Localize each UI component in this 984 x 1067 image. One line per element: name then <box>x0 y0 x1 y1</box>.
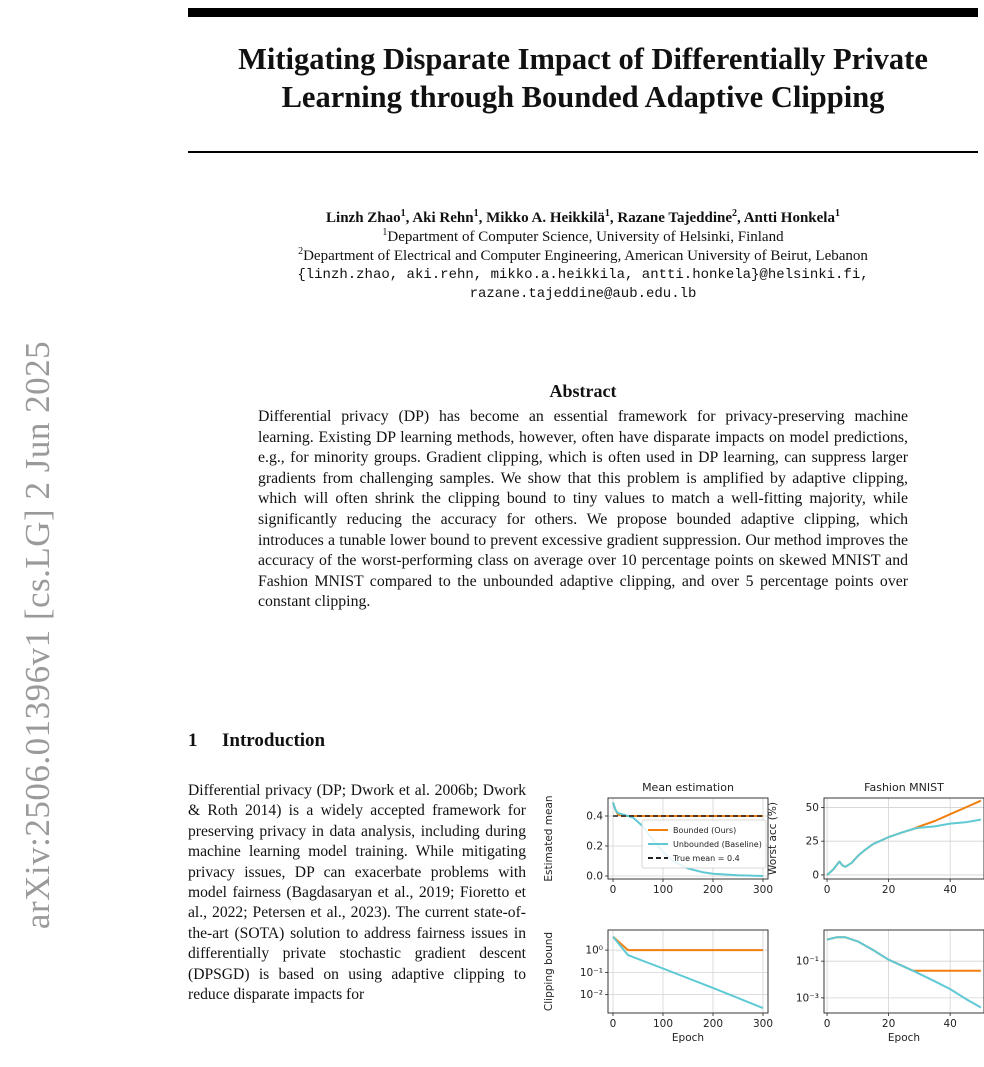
abstract-heading: Abstract <box>549 381 617 401</box>
y-tick-label: 0.0 <box>586 870 603 883</box>
section-title: Introduction <box>222 730 326 751</box>
author: Mikko A. Heikkilä$^1$ <box>486 208 610 226</box>
arxiv-watermark <box>14 290 62 980</box>
x-tick-label: 40 <box>943 1018 957 1030</box>
y-tick-label: 10⁻³ <box>795 992 819 1005</box>
series-line <box>613 937 763 950</box>
x-tick-label: 0 <box>609 884 617 896</box>
panel-title: Fashion MNIST <box>864 781 944 794</box>
y-tick-label: 10⁻¹ <box>579 966 603 979</box>
x-tick-label: 300 <box>752 884 774 896</box>
x-tick-label: 20 <box>881 1018 896 1030</box>
panel-title: Mean estimation <box>642 781 734 794</box>
x-tick-label: 200 <box>702 1018 724 1030</box>
author: Razane Tajeddine$^2$ <box>617 208 738 226</box>
affiliation: $^2$Department of Electrical and Computer Engineering, American University of Beirut, Lebanon <box>298 246 868 264</box>
series-line <box>613 803 763 817</box>
x-tick-label: 20 <box>881 884 896 896</box>
y-axis-label: Estimated mean <box>543 795 555 882</box>
y-axis-label: Clipping bound <box>543 931 555 1012</box>
x-tick-label: 200 <box>702 884 724 896</box>
author-list: Linzh Zhao$^1$, Aki Rehn$^1$, Mikko A. Heikkilä$^1$, Razane Tajeddine$^2$, Antti Honkela$^1$ <box>326 208 840 226</box>
y-axis-label: Worst acc (%) <box>767 802 779 875</box>
arxiv-id: arXiv:2506.01396v1 [cs.LG] 2 Jun 2025 <box>18 340 57 930</box>
affiliation: $^1$Department of Computer Science, University of Helsinki, Finland <box>382 227 784 245</box>
x-tick-label: 40 <box>943 884 957 896</box>
intro-paragraph: Differential privacy (DP; Dwork et al. 2006b; Dwork & Roth 2014) is a widely accepted framework for preserving privacy in data analysis, including during machine learning model training. While mitigating privacy issues, DP can exacerbate problems with model fairness (Bagdasaryan et al., 2019; Fioretto et al., 2022; Petersen et al., 2023). The current state-of-the-art (SOTA) solution to address fairness issues in differentially private stochastic gradient descent (DPSGD) is based on using adaptive clipping to reduce disparate impacts for <box>188 782 526 1004</box>
y-tick-label: 50 <box>805 801 819 814</box>
title-rule-top <box>188 8 978 17</box>
x-axis-label: Epoch <box>887 1032 921 1044</box>
series-line <box>827 820 981 875</box>
section-number: 1 <box>188 730 198 751</box>
y-tick-label: 10⁻¹ <box>795 955 819 968</box>
abstract-text: Differential privacy (DP) has become an essential framework for privacy-preserving machine learning. Existing DP learning methods, however, often have disparate impacts on model predictions, e.g., for minority groups. Gradient clipping, which is often used in DP learning, can suppress larger gradients from challenging samples. We show that this problem is amplified by adaptive clipping, which will often shrink the clipping bound to tiny values to match a well-fitting majority, while significantly reducing the accuracy for others. We propose bounded adaptive clipping, which introduces a tunable lower bound to prevent excessive gradient suppression. Our method improves the accuracy of the worst-performing class on average over 10 percentage points on skewed MNIST and Fashion MNIST compared to the unbounded adaptive clipping, and over 5 percentage points over constant clipping. <box>258 408 908 611</box>
series-line <box>827 937 981 1007</box>
email-list: razane.tajeddine@aub.edu.lb <box>469 286 697 302</box>
title-rule-bottom <box>188 151 978 153</box>
figure-1-plots <box>540 778 984 1067</box>
y-tick-label: 10⁻² <box>579 989 603 1002</box>
x-tick-label: 0 <box>823 884 831 896</box>
x-tick-label: 0 <box>823 1018 831 1030</box>
section-heading <box>188 730 325 752</box>
author: Aki Rehn$^1$ <box>412 208 479 226</box>
x-tick-label: 0 <box>609 1018 617 1030</box>
x-axis-label: Epoch <box>671 1032 705 1044</box>
y-tick-label: 0 <box>812 869 819 882</box>
y-tick-label: 10⁰ <box>585 944 603 957</box>
y-tick-label: 25 <box>805 835 819 848</box>
author-block <box>188 209 978 304</box>
x-tick-label: 100 <box>652 884 674 896</box>
legend-label: True mean = 0.4 <box>673 854 740 863</box>
legend-label: Bounded (Ours) <box>673 826 737 835</box>
x-tick-label: 100 <box>652 1018 674 1030</box>
x-tick-label: 300 <box>752 1018 774 1030</box>
paper-title: Mitigating Disparate Impact of Differentially Private Learning through Bounded Adaptive Clipping <box>238 42 928 114</box>
y-tick-label: 0.4 <box>586 810 603 823</box>
y-tick-label: 0.2 <box>586 840 603 853</box>
figure-1 <box>540 778 984 1067</box>
email-list: {linzh.zhao, aki.rehn, mikko.a.heikkila, antti.honkela}@helsinki.fi, <box>297 267 869 283</box>
author: Linzh Zhao$^1$ <box>326 208 406 226</box>
legend-label: Unbounded (Baseline) <box>673 840 762 849</box>
author: Antti Honkela$^1$ <box>743 208 840 226</box>
